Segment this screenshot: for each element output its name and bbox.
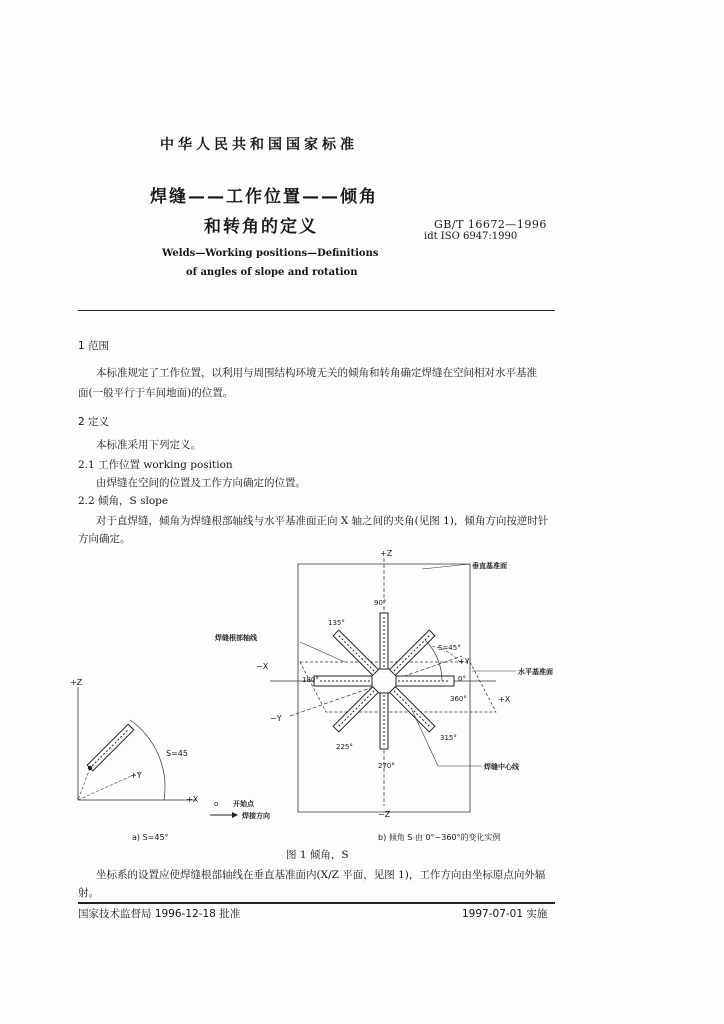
label-weld-centerline: 焊缝中心线 [484,763,519,771]
section-1-heading: 1 范围 [78,340,110,352]
label-o: o [214,800,219,808]
title-cn-line1: 焊缝——工作位置——倾角 [150,187,378,207]
label-angle-180: 180° [302,676,319,684]
section-2-2-heading: 2.2 倾角，S slope [78,495,169,507]
weld-arm-90 [380,613,388,669]
weld-direction-arrowhead [232,812,238,818]
standard-idt: idt ISO 6947:1990 [424,231,518,242]
after-figure-text-line1: 坐标系的设置应使焊缝根部轴线在垂直基准面内(X/Z 平面，见图 1)，工作方向由坐标原点向外辐 [96,869,546,881]
weld-arm-270 [380,693,388,749]
label-plus-y-a: +Y [130,771,142,780]
section-2-heading: 2 定义 [78,416,110,428]
label-plus-y-b: +Y [458,657,470,666]
title-en-line1: Welds—Working positions—Definitions [162,248,379,259]
label-horizontal-plane: 水平基准面 [518,668,553,676]
label-plus-z-a: +Z [70,678,83,687]
leader-root-axis [300,642,345,662]
label-vertical-plane: 垂直基准面 [472,562,507,570]
footer-issuer: 国家技术监督局 1996-12-18 批准 [78,908,241,920]
section-2-1-text: 由焊缝在空间的位置及工作方向确定的位置。 [96,477,306,489]
weld-arm-315 [390,687,435,732]
label-angle-360: 360° [450,695,467,703]
weld-arm-135 [333,630,378,675]
section-2-2-text-line1: 对于直焊缝，倾角为焊缝根部轴线与水平基准面正向 X 轴之间的夹角(见图 1)，倾角方向按逆时针 [96,515,549,527]
standard-name: 中华人民共和国国家标准 [160,137,358,153]
section-1-text-line2: 面(一般平行于车间地面)的位置。 [78,387,234,399]
caption-b: b) 倾角 S 由 0°~360°的变化实例 [378,833,501,842]
label-weld-direction: 焊接方向 [242,812,270,820]
title-en-line2: of angles of slope and rotation [186,267,358,278]
label-angle-0: 0° [458,675,466,683]
label-root-axis: 焊缝根部轴线 [215,634,257,642]
footer-effective: 1997-07-01 实施 [462,908,548,920]
label-plus-z-b: +Z [380,549,393,558]
label-angle-135: 135° [328,619,345,627]
left-weld-bar [87,724,134,771]
label-minus-y: −Y [270,714,282,723]
label-angle-225: 225° [336,743,353,751]
label-angle-90: 90° [374,599,387,607]
weld-arm-180 [314,676,372,686]
label-s45-b: S=45° [438,644,461,652]
label-plus-x-a: +X [186,795,199,804]
section-1-text-line1: 本标准规定了工作位置，以利用与周围结构环境无关的倾角和转角确定焊缝在空间相对水平基准 [96,367,537,379]
header-rule [78,310,555,311]
weld-arm-0 [396,676,454,686]
weld-arm-45 [390,630,435,675]
after-figure-text-line2: 射。 [78,887,99,899]
caption-a: a) S=45° [132,833,169,842]
figure-1 [0,544,724,844]
label-angle-270: 270° [378,762,395,770]
figure-caption: 图 1 倾角，S [286,849,349,861]
section-2-intro: 本标准采用下列定义。 [96,439,201,451]
start-point-marker [88,766,92,770]
title-cn-line2: 和转角的定义 [204,217,318,237]
label-plus-x-b: +X [498,695,511,704]
label-minus-z-b: −Z [378,810,391,819]
label-angle-315: 315° [440,734,457,742]
label-start-point: 开始点 [233,800,254,808]
label-s45-a: S=45 [166,749,188,758]
standard-code: GB/T 16672—1996 [434,218,547,231]
section-2-1-heading: 2.1 工作位置 working position [78,459,233,471]
label-minus-x: −X [256,662,269,671]
footer-rule [78,902,555,904]
section-2-2-text-line2: 方向确定。 [78,533,131,545]
left-angle-arc [130,720,165,800]
leader-vertical-plane [422,564,470,569]
